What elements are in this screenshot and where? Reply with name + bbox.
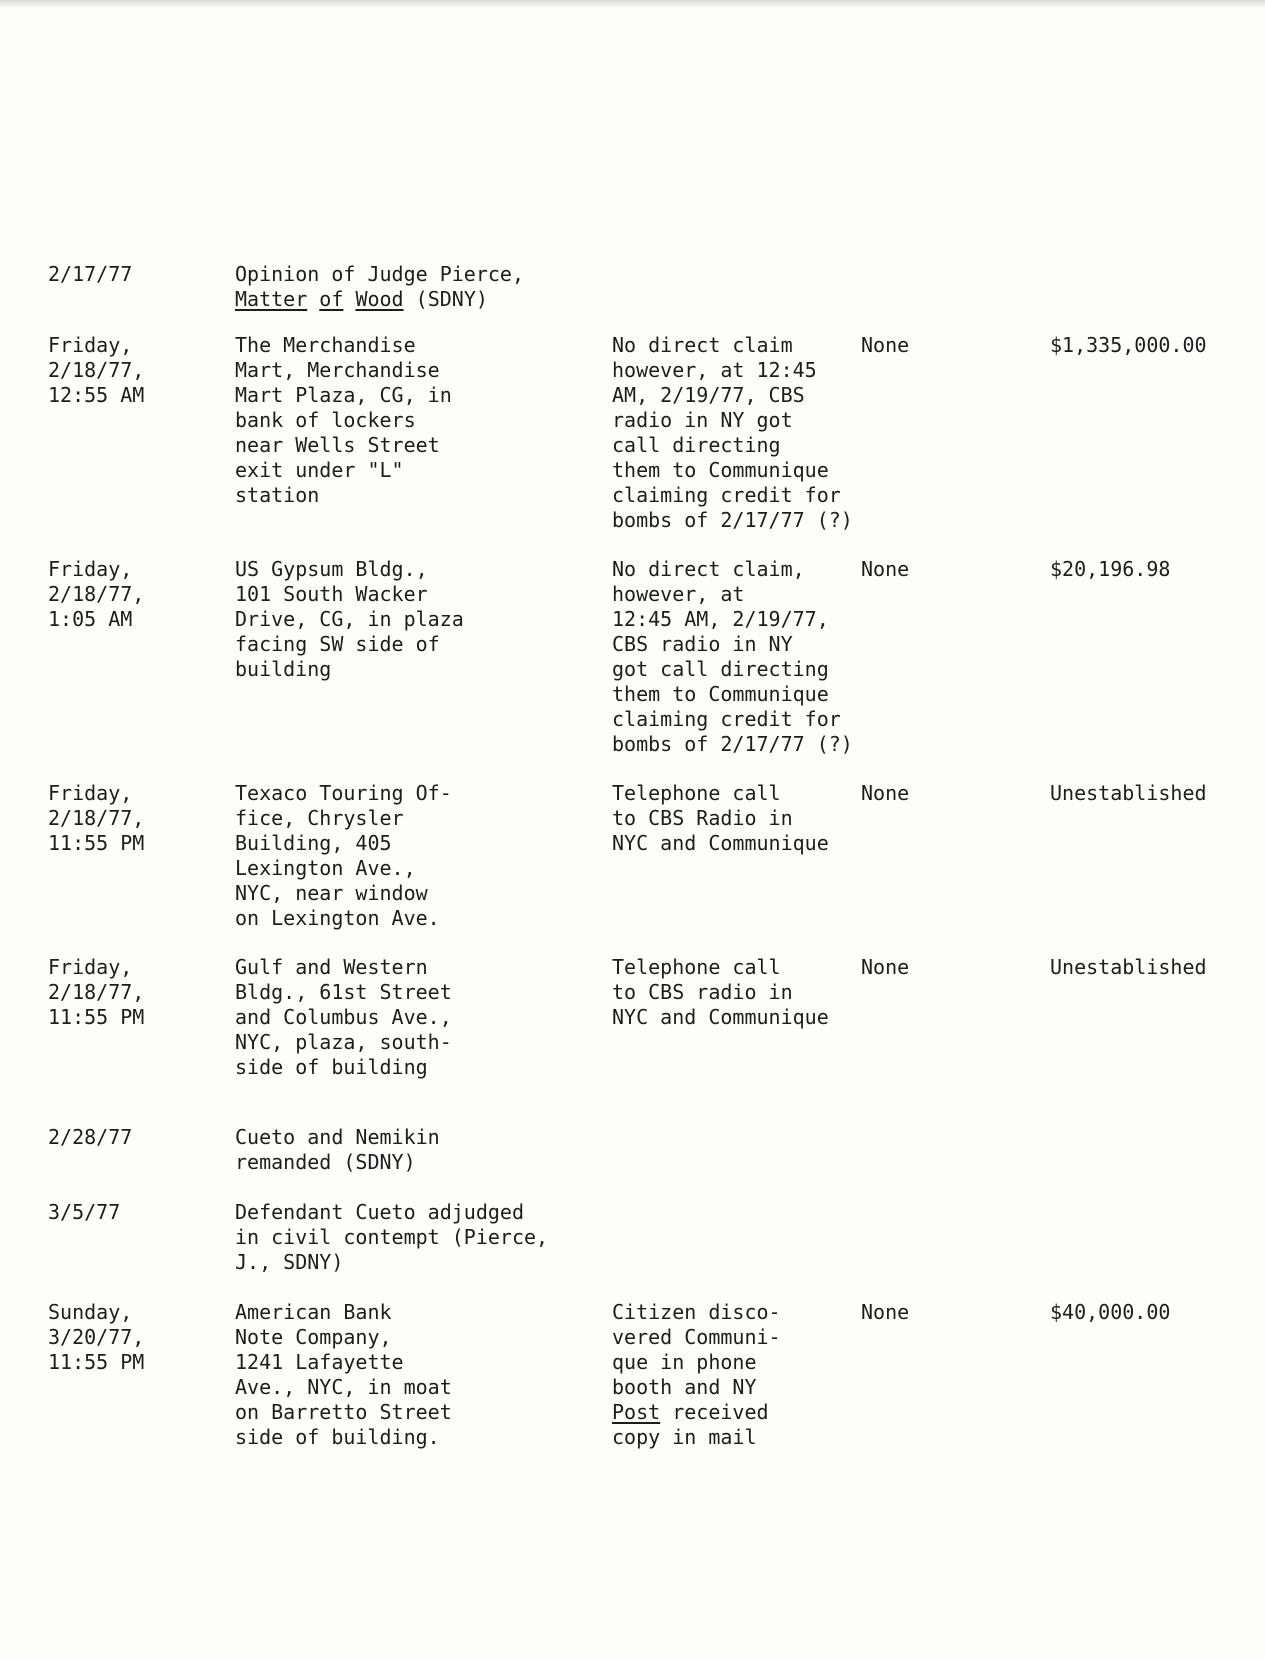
text-segment: booth and NY xyxy=(612,1375,757,1399)
text-line xyxy=(235,358,452,383)
text-segment: Mart Plaza, CG, in xyxy=(235,383,452,407)
underlined-text: Post xyxy=(612,1400,661,1424)
text-line xyxy=(235,483,452,508)
date-line: 11:55 PM xyxy=(48,1350,145,1374)
text-segment: 101 South Wacker xyxy=(235,582,428,606)
text-segment: and Columbus Ave., xyxy=(235,1005,452,1029)
text-segment: 1241 Lafayette xyxy=(235,1350,404,1374)
text-line xyxy=(612,582,853,607)
text-segment: NYC and Communique xyxy=(612,1005,829,1029)
text-segment: to CBS radio in xyxy=(612,980,793,1004)
text-line xyxy=(612,383,853,408)
date-line: 1:05 AM xyxy=(48,607,133,631)
text-segment: exit under "L" xyxy=(235,458,404,482)
underlined-text: of xyxy=(319,287,344,311)
location-cell xyxy=(235,262,524,312)
text-line xyxy=(612,955,829,980)
date-line: 2/18/77, xyxy=(48,806,145,830)
text-line xyxy=(235,1300,452,1325)
text-line xyxy=(235,1125,440,1150)
text-segment: AM, 2/19/77, CBS xyxy=(612,383,805,407)
text-line xyxy=(235,781,452,806)
text-line xyxy=(612,408,853,433)
text-line xyxy=(612,508,853,533)
text-line xyxy=(235,1350,452,1375)
location-cell xyxy=(235,955,452,1080)
text-segment: on Barretto Street xyxy=(235,1400,452,1424)
damage-cell: Unestablished xyxy=(1050,781,1207,805)
text-segment: them to Communique xyxy=(612,458,829,482)
text-segment: copy in mail xyxy=(612,1425,757,1449)
damage-cell: $20,196.98 xyxy=(1050,557,1171,581)
text-line xyxy=(612,358,853,383)
text-segment: CBS radio in NY xyxy=(612,632,793,656)
text-line xyxy=(612,632,853,657)
date-cell xyxy=(48,557,144,632)
text-line xyxy=(612,1350,781,1375)
text-segment: building xyxy=(235,657,332,681)
text-line xyxy=(612,607,853,632)
date-line: 3/5/77 xyxy=(48,1200,121,1224)
location-cell xyxy=(235,333,452,508)
text-segment: vered Communi- xyxy=(612,1325,781,1349)
date-line: 3/20/77, xyxy=(48,1325,145,1349)
text-line xyxy=(612,732,853,757)
text-line xyxy=(612,458,853,483)
text-line xyxy=(612,1325,781,1350)
text-segment: on Lexington Ave. xyxy=(235,906,440,930)
text-segment: (SDNY) xyxy=(403,287,488,311)
text-line xyxy=(235,1005,452,1030)
text-line xyxy=(612,707,853,732)
text-segment: bank of lockers xyxy=(235,408,416,432)
date-line: 2/18/77, xyxy=(48,582,145,606)
date-line: 2/17/77 xyxy=(48,262,133,286)
text-segment: claiming credit for xyxy=(612,483,841,507)
text-line xyxy=(235,1425,452,1450)
date-cell xyxy=(48,333,144,408)
damage-cell: $40,000.00 xyxy=(1050,1300,1171,1324)
text-line xyxy=(235,1150,440,1175)
text-segment: que in phone xyxy=(612,1350,757,1374)
text-line xyxy=(235,458,452,483)
text-line xyxy=(235,881,452,906)
text-line xyxy=(612,781,829,806)
text-segment: Note Company, xyxy=(235,1325,392,1349)
text-line xyxy=(235,383,452,408)
text-segment: Drive, CG, in plaza xyxy=(235,607,464,631)
damage-cell: $1,335,000.00 xyxy=(1050,333,1207,357)
text-segment: Telephone call xyxy=(612,955,781,979)
text-segment: No direct claim, xyxy=(612,557,805,581)
text-line xyxy=(235,287,524,312)
text-segment: US Gypsum Bldg., xyxy=(235,557,428,581)
text-segment: remanded (SDNY) xyxy=(235,1150,416,1174)
text-line xyxy=(235,557,464,582)
text-segment: bombs of 2/17/77 (?) xyxy=(612,732,853,756)
text-segment: Building, 405 xyxy=(235,831,392,855)
location-cell xyxy=(235,1200,548,1275)
text-segment: near Wells Street xyxy=(235,433,440,457)
text-line xyxy=(235,632,464,657)
text-line xyxy=(612,433,853,458)
claim-cell xyxy=(612,781,829,856)
text-segment: Opinion of Judge Pierce, xyxy=(235,262,524,286)
underlined-text: Wood xyxy=(355,287,404,311)
text-segment: station xyxy=(235,483,320,507)
text-segment: The Merchandise xyxy=(235,333,416,357)
date-line: 11:55 PM xyxy=(48,1005,145,1029)
text-segment: to CBS Radio in xyxy=(612,806,793,830)
injuries-cell: None xyxy=(861,557,910,581)
injuries-cell: None xyxy=(861,955,910,979)
claim-cell xyxy=(612,955,829,1030)
text-segment: NYC, plaza, south- xyxy=(235,1030,452,1054)
date-line: Friday, xyxy=(48,781,133,805)
text-line xyxy=(612,980,829,1005)
text-segment: Cueto and Nemikin xyxy=(235,1125,440,1149)
text-segment: fice, Chrysler xyxy=(235,806,404,830)
text-segment: in civil contempt (Pierce, xyxy=(235,1225,549,1249)
text-segment: call directing xyxy=(612,433,781,457)
text-line xyxy=(235,333,452,358)
text-segment: radio in NY got xyxy=(612,408,793,432)
text-segment: side of building. xyxy=(235,1425,440,1449)
date-cell xyxy=(48,1125,132,1150)
text-line xyxy=(235,262,524,287)
text-line xyxy=(235,607,464,632)
text-line xyxy=(612,1300,781,1325)
text-segment: Bldg., 61st Street xyxy=(235,980,452,1004)
injuries-cell: None xyxy=(861,1300,910,1324)
location-cell xyxy=(235,557,464,682)
text-segment: 12:45 AM, 2/19/77, xyxy=(612,607,829,631)
text-segment: side of building xyxy=(235,1055,428,1079)
text-line xyxy=(612,806,829,831)
text-line xyxy=(612,333,853,358)
claim-cell xyxy=(612,333,853,533)
text-line xyxy=(235,1200,548,1225)
text-line xyxy=(235,1325,452,1350)
location-cell xyxy=(235,1125,440,1175)
text-line xyxy=(235,955,452,980)
text-line xyxy=(235,1400,452,1425)
injuries-cell: None xyxy=(861,333,910,357)
text-line xyxy=(235,831,452,856)
text-segment: Defendant Cueto adjudged xyxy=(235,1200,524,1224)
text-line xyxy=(235,906,452,931)
text-line xyxy=(612,831,829,856)
text-line xyxy=(235,433,452,458)
text-segment: American Bank xyxy=(235,1300,392,1324)
text-segment: Texaco Touring Of- xyxy=(235,781,452,805)
text-line xyxy=(612,483,853,508)
text-line xyxy=(235,1225,548,1250)
date-line: Friday, xyxy=(48,333,133,357)
date-line: 2/28/77 xyxy=(48,1125,133,1149)
text-segment: Lexington Ave., xyxy=(235,856,416,880)
text-segment: however, at xyxy=(612,582,745,606)
text-segment: got call directing xyxy=(612,657,829,681)
text-line xyxy=(612,557,853,582)
text-segment xyxy=(343,287,355,311)
text-line xyxy=(235,582,464,607)
date-cell xyxy=(48,1200,120,1225)
text-segment: however, at 12:45 xyxy=(612,358,817,382)
text-segment: Ave., NYC, in moat xyxy=(235,1375,452,1399)
text-segment: bombs of 2/17/77 (?) xyxy=(612,508,853,532)
date-cell xyxy=(48,781,144,856)
damage-cell: Unestablished xyxy=(1050,955,1207,979)
text-line xyxy=(612,1400,781,1425)
date-line: 2/18/77, xyxy=(48,980,145,1004)
date-line: Friday, xyxy=(48,955,133,979)
text-line xyxy=(235,657,464,682)
text-segment: Mart, Merchandise xyxy=(235,358,440,382)
date-line: 12:55 AM xyxy=(48,383,145,407)
text-segment: Gulf and Western xyxy=(235,955,428,979)
text-line xyxy=(235,806,452,831)
injuries-cell: None xyxy=(861,781,910,805)
date-line: Friday, xyxy=(48,557,133,581)
text-line xyxy=(612,1375,781,1400)
text-line xyxy=(235,1030,452,1055)
text-segment: them to Communique xyxy=(612,682,829,706)
text-segment: NYC and Communique xyxy=(612,831,829,855)
text-segment: J., SDNY) xyxy=(235,1250,344,1274)
location-cell xyxy=(235,1300,452,1450)
text-line xyxy=(235,980,452,1005)
page-top-edge xyxy=(0,0,1265,8)
date-cell xyxy=(48,1300,144,1375)
text-segment: NYC, near window xyxy=(235,881,428,905)
text-line xyxy=(612,1425,781,1450)
claim-cell xyxy=(612,557,853,757)
text-line xyxy=(235,408,452,433)
underlined-text: Matter xyxy=(235,287,308,311)
text-line xyxy=(235,1055,452,1080)
text-line xyxy=(612,682,853,707)
date-line: 11:55 PM xyxy=(48,831,145,855)
text-segment: Telephone call xyxy=(612,781,781,805)
date-line: 2/18/77, xyxy=(48,358,145,382)
text-line xyxy=(612,1005,829,1030)
text-line xyxy=(235,1375,452,1400)
text-line xyxy=(235,1250,548,1275)
date-cell xyxy=(48,262,132,287)
text-segment: received xyxy=(660,1400,769,1424)
claim-cell xyxy=(612,1300,781,1450)
date-cell xyxy=(48,955,144,1030)
text-segment: No direct claim xyxy=(612,333,793,357)
text-line xyxy=(235,856,452,881)
text-segment: claiming credit for xyxy=(612,707,841,731)
text-segment xyxy=(307,287,319,311)
text-segment: Citizen disco- xyxy=(612,1300,781,1324)
text-line xyxy=(612,657,853,682)
date-line: Sunday, xyxy=(48,1300,133,1324)
location-cell xyxy=(235,781,452,931)
text-segment: facing SW side of xyxy=(235,632,440,656)
